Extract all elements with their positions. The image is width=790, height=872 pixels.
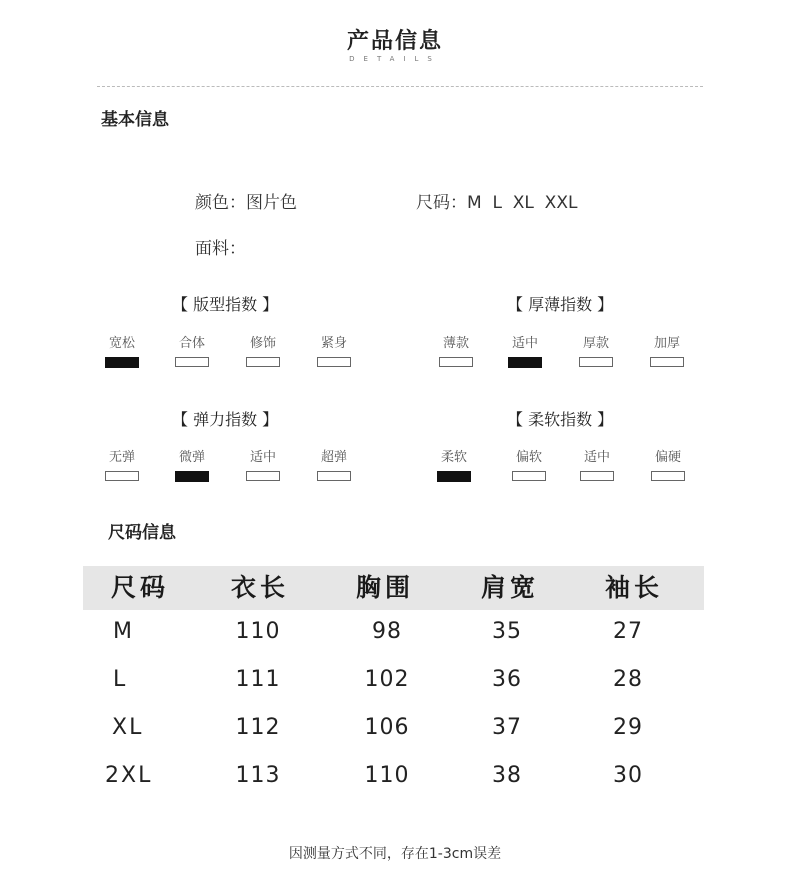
elasticity-option-label: 无弹 bbox=[108, 450, 135, 465]
size-table-cell: 36 bbox=[492, 667, 522, 692]
softness-option bbox=[573, 449, 621, 481]
thickness-option-label: 加厚 bbox=[653, 336, 680, 351]
softness-index-title: 【 柔软指数 】 bbox=[507, 410, 614, 429]
size-table-cell: 112 bbox=[235, 715, 281, 740]
softness-option-indicator bbox=[437, 471, 471, 482]
size-table-column-header: 胸围 bbox=[355, 573, 414, 602]
elasticity-option-label: 超弹 bbox=[320, 450, 347, 465]
size-table-cell-size: 2XL bbox=[105, 763, 153, 788]
thickness-index-title: 【 厚薄指数 】 bbox=[507, 295, 614, 314]
softness-option-indicator bbox=[512, 471, 546, 481]
size-table-column-header: 尺码 bbox=[110, 573, 169, 602]
page-subtitle: DETAILS bbox=[349, 55, 441, 63]
thickness-option bbox=[501, 335, 549, 368]
color-info: 颜色：图片色 bbox=[195, 193, 297, 213]
elasticity-option-indicator bbox=[105, 471, 139, 481]
thickness-option-label: 适中 bbox=[511, 336, 538, 351]
thickness-option-label: 厚款 bbox=[582, 336, 609, 351]
basic-info-heading: 基本信息 bbox=[101, 110, 169, 130]
thickness-option-indicator bbox=[439, 357, 473, 367]
elasticity-option-indicator bbox=[246, 471, 280, 481]
size-table-cell: 30 bbox=[613, 763, 643, 788]
elasticity-option bbox=[168, 449, 216, 482]
softness-option-indicator bbox=[580, 471, 614, 481]
measurement-note: 因测量方式不同，存在1-3cm误差 bbox=[288, 846, 502, 862]
size-table-column-header: 衣长 bbox=[230, 573, 289, 602]
softness-option-label: 偏硬 bbox=[654, 450, 681, 465]
fit-option bbox=[98, 335, 146, 368]
softness-option-label: 适中 bbox=[583, 450, 610, 465]
size-info-heading: 尺码信息 bbox=[108, 523, 176, 543]
fit-option bbox=[168, 335, 216, 367]
size-table-cell-size: XL bbox=[112, 715, 144, 740]
softness-option bbox=[430, 449, 478, 482]
page-title: 产品信息 bbox=[346, 29, 443, 54]
size-table-cell-size: L bbox=[113, 667, 128, 692]
elasticity-option-label: 微弹 bbox=[178, 450, 205, 465]
size-options-info: 尺码：M L XL XXL bbox=[416, 193, 578, 213]
softness-option-label: 偏软 bbox=[515, 450, 542, 465]
thickness-option bbox=[572, 335, 620, 367]
size-table-cell: 110 bbox=[364, 763, 410, 788]
size-table-cell: 37 bbox=[492, 715, 522, 740]
elasticity-option-indicator bbox=[317, 471, 351, 481]
size-table-cell: 38 bbox=[492, 763, 522, 788]
thickness-option bbox=[432, 335, 480, 367]
softness-option bbox=[505, 449, 553, 481]
thickness-option bbox=[643, 335, 691, 367]
fit-option-label: 紧身 bbox=[320, 336, 347, 351]
size-table-cell: 110 bbox=[235, 619, 281, 644]
fit-option-indicator bbox=[175, 357, 209, 367]
fit-index-title: 【 版型指数 】 bbox=[172, 295, 279, 314]
thickness-option-indicator bbox=[650, 357, 684, 367]
size-table-cell: 28 bbox=[613, 667, 643, 692]
size-table-cell-size: M bbox=[113, 619, 134, 644]
size-table-cell: 111 bbox=[235, 667, 281, 692]
softness-option-indicator bbox=[651, 471, 685, 481]
size-table-cell: 29 bbox=[613, 715, 643, 740]
size-table-cell: 35 bbox=[492, 619, 522, 644]
fit-option-label: 合体 bbox=[178, 336, 205, 351]
header-divider bbox=[97, 86, 703, 87]
fit-option bbox=[310, 335, 358, 367]
thickness-option-label: 薄款 bbox=[442, 336, 469, 351]
elasticity-option-label: 适中 bbox=[249, 450, 276, 465]
fit-option bbox=[239, 335, 287, 367]
fit-option-indicator bbox=[105, 357, 139, 368]
thickness-option-indicator bbox=[508, 357, 542, 368]
elasticity-option bbox=[310, 449, 358, 481]
size-table-cell: 106 bbox=[364, 715, 410, 740]
size-table-cell: 98 bbox=[372, 619, 402, 644]
fit-option-label: 宽松 bbox=[108, 336, 135, 351]
elasticity-option-indicator bbox=[175, 471, 209, 482]
thickness-option-indicator bbox=[579, 357, 613, 367]
softness-option bbox=[644, 449, 692, 481]
softness-option-label: 柔软 bbox=[440, 450, 467, 465]
fabric-info: 面料： bbox=[195, 239, 246, 259]
size-table-cell: 102 bbox=[364, 667, 410, 692]
size-table-cell: 113 bbox=[235, 763, 281, 788]
elasticity-option bbox=[239, 449, 287, 481]
fit-option-label: 修饰 bbox=[249, 336, 276, 351]
elasticity-index-title: 【 弹力指数 】 bbox=[172, 410, 279, 429]
size-table-cell: 27 bbox=[613, 619, 643, 644]
size-table-column-header: 肩宽 bbox=[480, 573, 539, 602]
size-table-column-header: 袖长 bbox=[604, 573, 663, 602]
elasticity-option bbox=[98, 449, 146, 481]
fit-option-indicator bbox=[317, 357, 351, 367]
fit-option-indicator bbox=[246, 357, 280, 367]
